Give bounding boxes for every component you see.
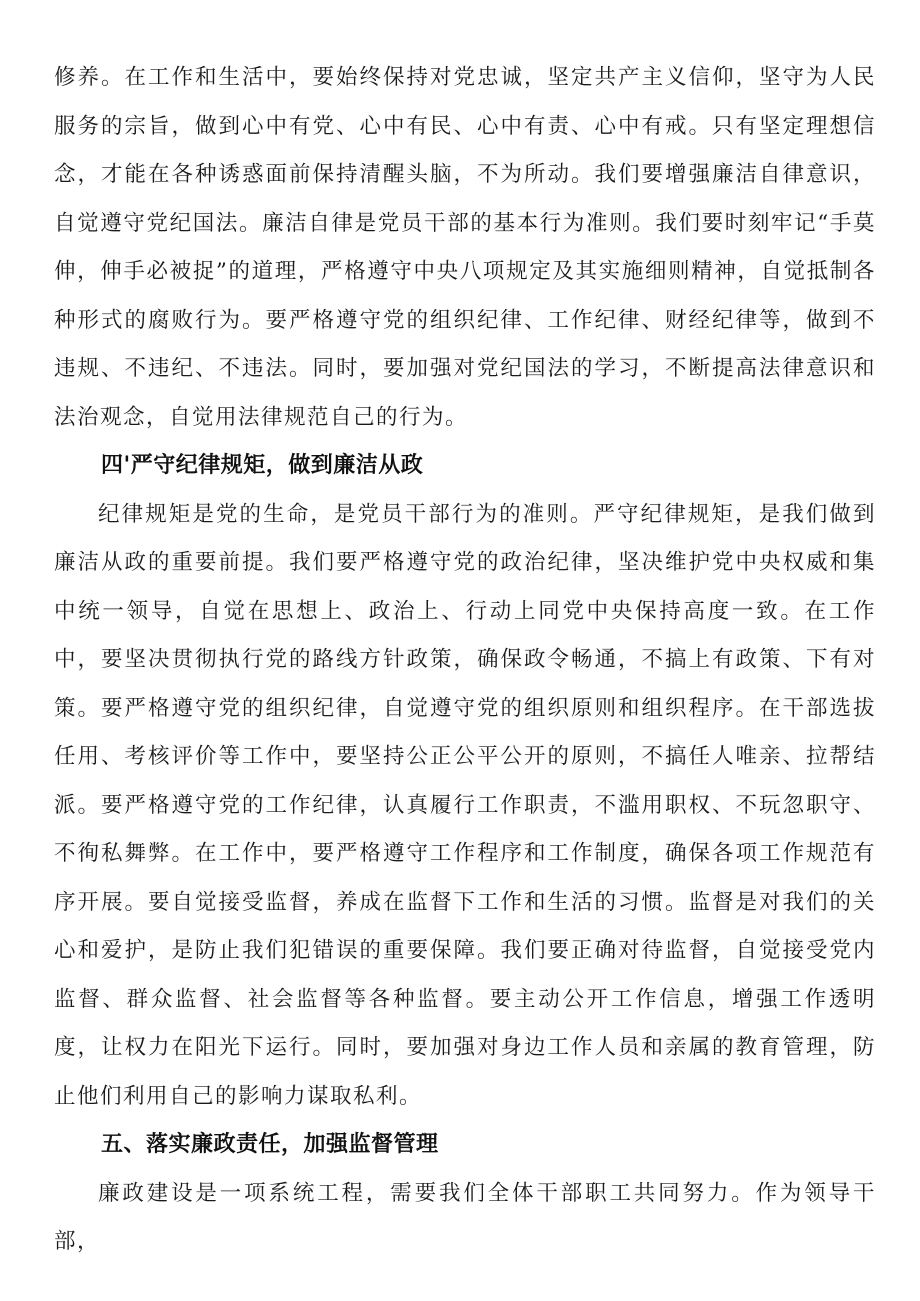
document-page xyxy=(54,54,876,1267)
body-paragraph: 纪律规矩是党的生命，是党员干部行为的准则。严守纪律规矩，是我们做到廉洁从政的重要前提。我们要严格遵守党的政治纪律，坚决维护党中央权威和集中统一领导，自觉在思想上、政治上、行动上同党中央保持高度一致。在工作中，要坚决贯彻执行党的路线方针政策，确保政令畅通，不搞上有政策、下有对策。要严格遵守党的组织纪律，自觉遵守党的组织原则和组织程序。在干部选拔任用、考核评价等工作中，要坚持公正公平公开的原则，不搞任人唯亲、拉帮结派。要严格遵守党的工作纪律，认真履行工作职责，不滥用职权、不玩忽职守、不徇私舞弊。在工作中，要严格遵守工作程序和工作制度，确保各项工作规范有序开展。要自觉接受监督，养成在监督下工作和生活的习惯。监督是对我们的关心和爱护，是防止我们犯错误的重要保障。我们要正确对待监督，自觉接受党内监督、群众监督、社会监督等各种监督。要主动公开工作信息，增强工作透明度，让权力在阳光下运行。同时，要加强对身边工作人员和亲属的教育管理，防止他们利用自己的影响力谋取私利。 xyxy=(54,501,876,1109)
body-paragraph: 廉政建设是一项系统工程，需要我们全体干部职工共同努力。作为领导干部， xyxy=(54,1180,876,1254)
body-paragraph: 修养。在工作和生活中，要始终保持对党忠诚，坚定共产主义信仰，坚守为人民服务的宗旨，做到心中有党、心中有民、心中有责、心中有戒。只有坚定理想信念，才能在各种诱惑面前保持清醒头脑，不为所动。我们要增强廉洁自律意识，自觉遵守党纪国法。廉洁自律是党员干部的基本行为准则。我们要时刻牢记“手莫伸，伸手必被捉”的道理，严格遵守中央八项规定及其实施细则精神，自觉抵制各种形式的腐败行为。要严格遵守党的组织纪律、工作纪律、财经纪律等，做到不违规、不违纪、不违法。同时，要加强对党纪国法的学习，不断提高法律意识和法治观念，自觉用法律规范自己的行为。 xyxy=(54,65,876,430)
section-heading-5: 五、落实廉政责任，加强监督管理 xyxy=(101,1132,439,1157)
section-heading-4: 四'严守纪律规矩，做到廉洁从政 xyxy=(101,453,424,478)
